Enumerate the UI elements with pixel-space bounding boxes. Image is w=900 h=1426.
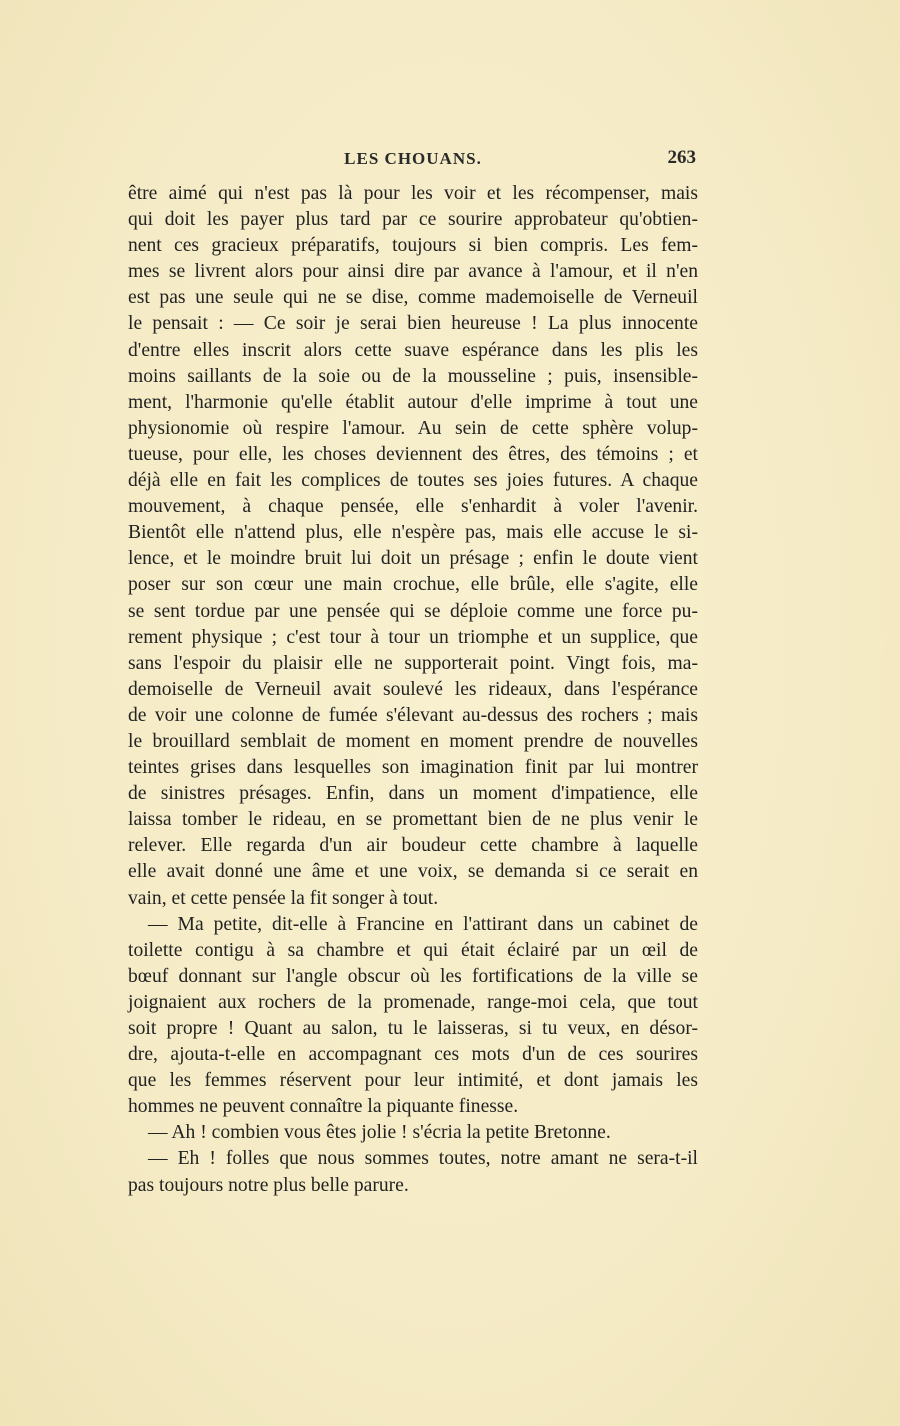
- text-line: être aimé qui n'est pas là pour les voir et les récompenser, mais: [128, 183, 698, 204]
- running-title: LES CHOUANS.: [344, 149, 482, 168]
- text-line: joignaient aux rochers de la promenade, range-moi cela, que tout: [128, 991, 698, 1013]
- text-line: poser sur son cœur une main crochue, elle brûle, elle s'agite, elle: [128, 574, 698, 596]
- text-line: de voir une colonne de fumée s'élevant au-dessus des rochers ; mais: [128, 704, 698, 726]
- text-line: moins saillants de la soie ou de la mousseline ; puis, insensible-: [128, 365, 698, 387]
- text-line: lence, et le moindre bruit lui doit un présage ; enfin le doute vient: [128, 548, 698, 570]
- text-line: ment, l'harmonie qu'elle établit autour d'elle imprime à tout une: [128, 391, 698, 413]
- text-line: qui doit les payer plus tard par ce sourire approbateur qu'obtien-: [128, 209, 698, 231]
- text-line: le pensait : — Ce soir je serai bien heureuse ! La plus innocente: [128, 313, 698, 335]
- text-line: — Ah ! combien vous êtes jolie ! s'écria la petite Bretonne.: [148, 1122, 611, 1144]
- text-line: nent ces gracieux préparatifs, toujours si bien compris. Les fem-: [128, 235, 698, 257]
- paragraph: [128, 181, 698, 912]
- text-line: — Eh ! folles que nous sommes toutes, notre amant ne sera-t-il: [148, 1148, 698, 1170]
- text-line: Bientôt elle n'attend plus, elle n'espère pas, mais elle accuse le si-: [128, 522, 698, 544]
- body-text: [128, 181, 698, 1199]
- text-line: hommes ne peuvent connaître la piquante finesse.: [128, 1096, 519, 1118]
- text-line: physionomie où respire l'amour. Au sein de cette sphère volup-: [128, 417, 698, 439]
- text-line: que les femmes réservent pour leur intimité, et dont jamais les: [128, 1070, 698, 1092]
- text-line: sans l'espoir du plaisir elle ne supporterait point. Vingt fois, ma-: [128, 652, 698, 674]
- text-line: relever. Elle regarda d'un air boudeur cette chambre à laquelle: [128, 835, 698, 857]
- text-line: elle avait donné une âme et une voix, se demanda si ce serait en: [128, 861, 698, 883]
- text-line: est pas une seule qui ne se dise, comme mademoiselle de Verneuil: [128, 287, 698, 309]
- page-number: 263: [667, 147, 696, 168]
- paragraph: [128, 1146, 698, 1198]
- text-line: se sent tordue par une pensée qui se déploie comme une force pu-: [128, 600, 698, 622]
- text-line: bœuf donnant sur l'angle obscur où les fortifications de la ville se: [128, 965, 698, 987]
- paragraph: [128, 1120, 698, 1146]
- text-line: de sinistres présages. Enfin, dans un moment d'impatience, elle: [128, 783, 698, 805]
- text-line: tueuse, pour elle, les choses deviennent des êtres, des témoins ; et: [128, 443, 698, 465]
- text-line: mes se livrent alors pour ainsi dire par avance à l'amour, et il n'en: [128, 261, 698, 283]
- text-line: toilette contigu à sa chambre et qui était éclairé par un œil de: [128, 939, 698, 961]
- text-line: laissa tomber le rideau, en se promettant bien de ne plus venir le: [128, 809, 698, 831]
- text-line: mouvement, à chaque pensée, elle s'enhardit à voler l'avenir.: [128, 496, 698, 518]
- text-line: déjà elle en fait les complices de toutes ses joies futures. A chaque: [128, 470, 698, 492]
- text-line: vain, et cette pensée la fit songer à tout.: [128, 887, 439, 909]
- text-line: soit propre ! Quant au salon, tu le laisseras, si tu veux, en désor-: [128, 1018, 698, 1039]
- text-line: d'entre elles inscrit alors cette suave espérance dans les plis les: [128, 339, 698, 361]
- text-line: dre, ajouta-t-elle en accompagnant ces mots d'un de ces sourires: [128, 1044, 698, 1066]
- paragraph: [128, 912, 698, 1121]
- page-header: [128, 147, 698, 173]
- text-line: teintes grises dans lesquelles son imagination finit par lui montrer: [128, 757, 698, 779]
- text-line: — Ma petite, dit-elle à Francine en l'attirant dans un cabinet de: [148, 913, 698, 935]
- text-line: pas toujours notre plus belle parure.: [128, 1174, 409, 1196]
- text-line: rement physique ; c'est tour à tour un triomphe et un supplice, que: [128, 626, 698, 648]
- text-line: le brouillard semblait de moment en moment prendre de nouvelles: [128, 730, 698, 752]
- text-line: demoiselle de Verneuil avait soulevé les rideaux, dans l'espérance: [128, 678, 698, 700]
